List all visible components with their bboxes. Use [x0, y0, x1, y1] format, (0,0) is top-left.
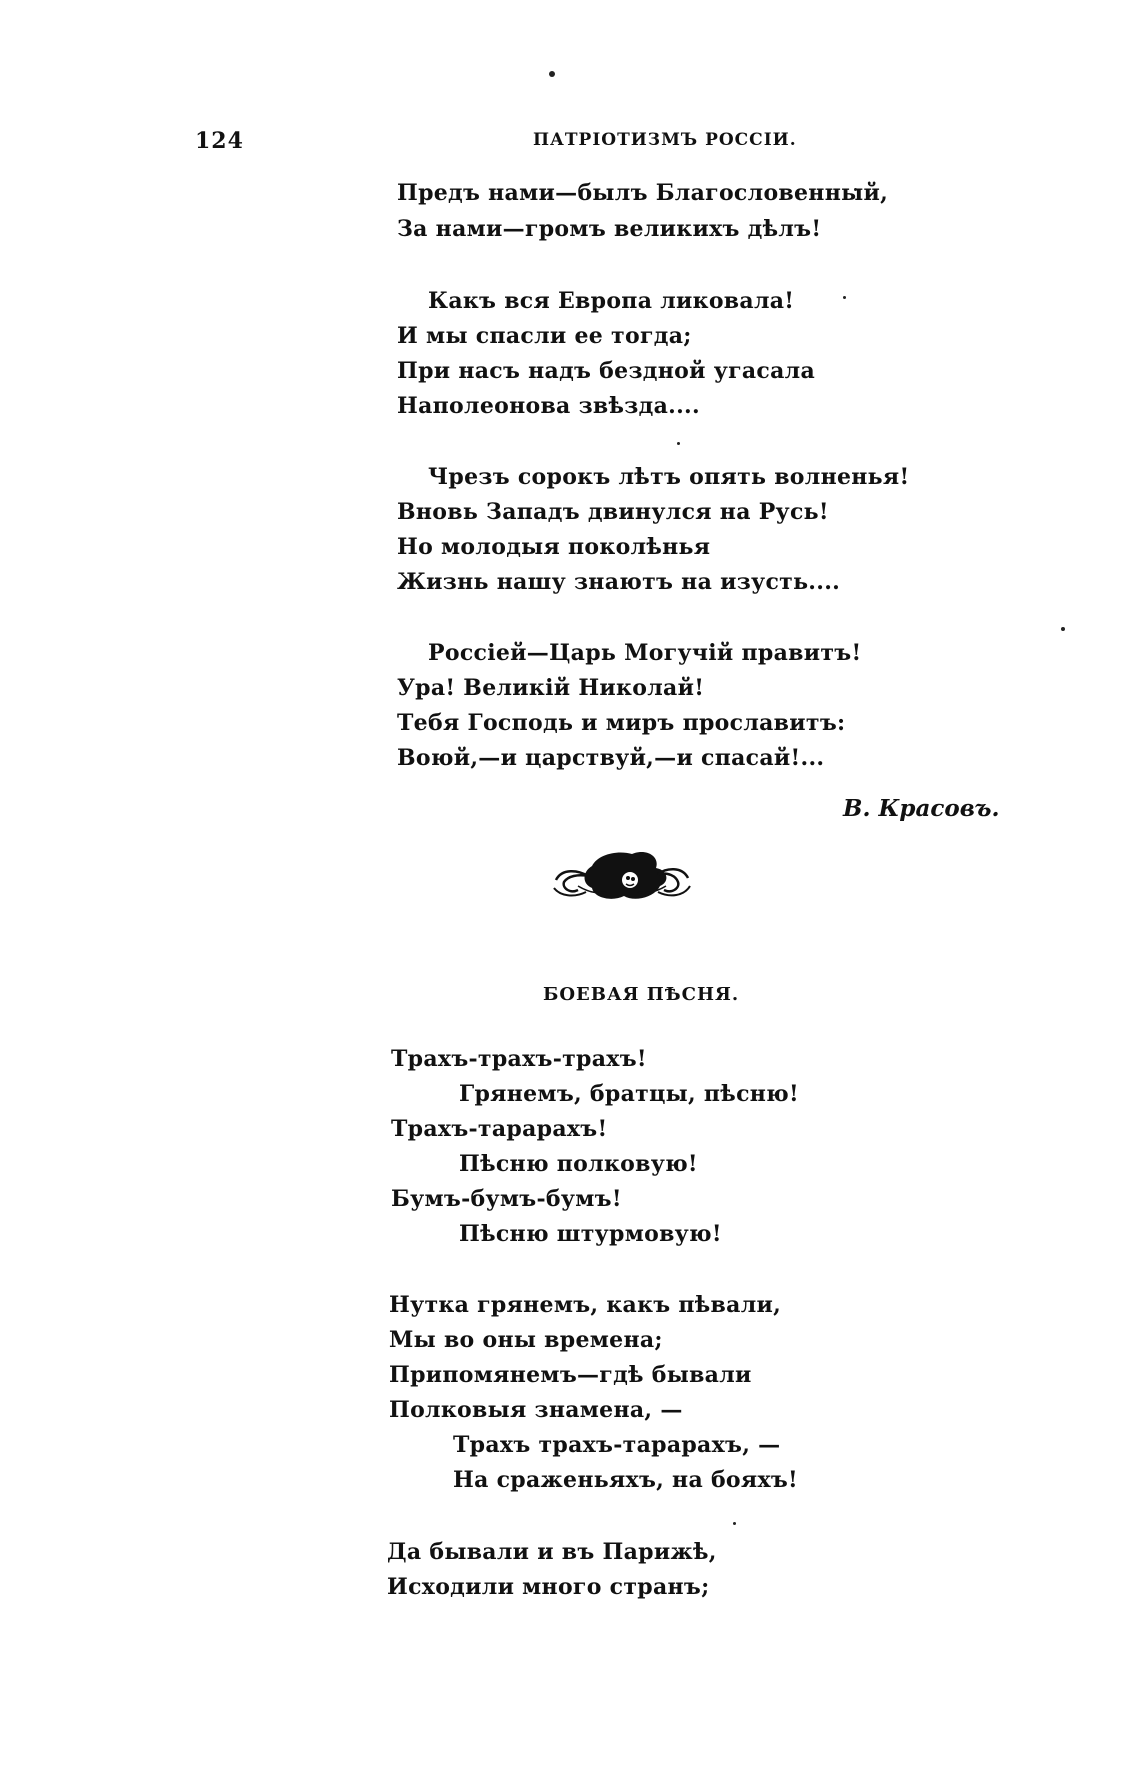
print-speck — [549, 71, 555, 77]
poem-line: Припомянемъ—гдѣ бывали — [389, 1362, 752, 1388]
poem-line: Тебя Господь и миръ прославитъ: — [397, 710, 846, 736]
poem-line: И мы спасли ее тогда; — [397, 323, 692, 349]
poem-line: Трахъ-тарарахъ! — [391, 1116, 608, 1142]
poem-line: За нами—громъ великихъ дѣлъ! — [397, 216, 822, 242]
poem-line: Ура! Великій Николай! — [397, 675, 705, 701]
poem-line: Какъ вся Европа ликовала! — [428, 288, 795, 314]
poem-line: На сраженьяхъ, на бояхъ! — [453, 1467, 799, 1493]
poem-line: Чрезъ сорокъ лѣтъ опять волненья! — [428, 464, 910, 490]
print-speck — [843, 296, 846, 299]
poem-line: Исходили много странъ; — [387, 1574, 710, 1600]
poem-line: Трахъ-трахъ-трахъ! — [391, 1046, 647, 1072]
poem-line: Бумъ-бумъ-бумъ! — [391, 1186, 622, 1212]
poem-line: Но молодыя поколѣнья — [397, 534, 711, 560]
print-speck — [733, 1522, 736, 1525]
page-number: 124 — [195, 128, 244, 154]
poem-line: Нутка грянемъ, какъ пѣвали, — [389, 1292, 782, 1318]
running-head: ПАТРІОТИЗМЪ РОССІИ. — [533, 130, 797, 150]
poem-line: Воюй,—и царствуй,—и спасай!... — [397, 745, 825, 771]
poem-line: Да бывали и въ Парижѣ, — [387, 1539, 717, 1565]
poem-line: Жизнь нашу знаютъ на изусть.... — [397, 569, 841, 595]
poem-title: БОЕВАЯ ПѢСНЯ. — [543, 984, 740, 1005]
ornamental-vignette-icon — [548, 842, 696, 910]
author-signature: В. Красовъ. — [843, 795, 1000, 822]
poem-line: Грянемъ, братцы, пѣсню! — [459, 1081, 799, 1107]
poem-line: Россіей—Царь Могучій правитъ! — [428, 640, 862, 666]
print-speck — [1061, 627, 1065, 631]
poem-line: Наполеонова звѣзда.... — [397, 393, 700, 419]
print-speck — [677, 442, 680, 445]
poem-line: Мы во оны времена; — [389, 1327, 663, 1353]
poem-line: Вновь Западъ двинулся на Русь! — [397, 499, 829, 525]
poem-line: При насъ надъ бездной угасала — [397, 358, 816, 384]
poem-line: Предъ нами—былъ Благословенный, — [397, 180, 889, 206]
poem-line: Трахъ трахъ-тарарахъ, — — [453, 1432, 781, 1458]
poem-line: Пѣсню полковую! — [459, 1151, 698, 1177]
poem-line: Пѣсню штурмовую! — [459, 1221, 722, 1247]
poem-line: Полковыя знамена, — — [389, 1397, 683, 1423]
